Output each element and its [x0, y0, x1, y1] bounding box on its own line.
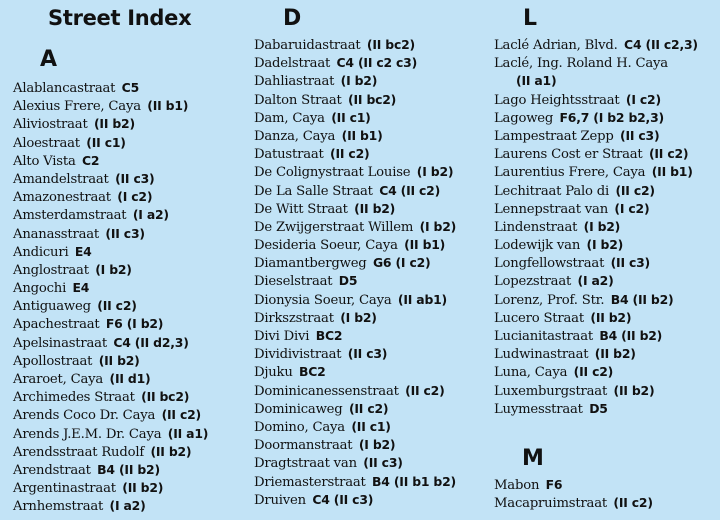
grid-reference: (I b2): [358, 437, 396, 453]
street-name: De Witt Straat: [254, 201, 348, 217]
street-entry: [254, 491, 456, 509]
street-name: Antiguaweg: [13, 299, 91, 315]
grid-reference: (I b2): [419, 218, 457, 234]
grid-reference: (II c2): [97, 298, 137, 314]
grid-reference: (II b2): [354, 200, 396, 216]
grid-reference: (II c2): [573, 364, 614, 380]
street-name: Druiven: [254, 492, 306, 508]
grid-reference: C4 (II c2 c3): [336, 55, 418, 71]
grid-reference: C4 (II c2,3): [624, 37, 698, 52]
street-name: Lodewijk van: [494, 238, 581, 254]
street-entry: [13, 279, 208, 297]
street-entry: [13, 370, 208, 388]
street-entry: [13, 479, 208, 497]
street-name: Dahliastraat: [254, 74, 335, 90]
street-entry: [254, 327, 456, 345]
street-name: Divi Divi: [254, 329, 310, 344]
grid-reference: (II c3): [620, 127, 660, 143]
street-entry: [494, 382, 698, 400]
street-name: Apelsinastraat: [13, 335, 107, 351]
street-entry: [13, 497, 208, 515]
grid-reference: (II c1): [351, 418, 391, 434]
grid-reference: (II a1): [516, 73, 557, 89]
street-entry: [494, 291, 698, 309]
grid-reference: (I a2): [132, 207, 169, 223]
grid-reference: (II c2): [615, 182, 655, 198]
street-name: Luxemburgstraat: [494, 383, 608, 399]
street-name: Dirkszstraat: [254, 310, 334, 326]
street-entry: [254, 363, 456, 381]
street-name: Dionysia Soeur, Caya: [254, 292, 392, 308]
street-name: Amsterdamstraat: [13, 208, 127, 224]
street-entry: [494, 72, 698, 90]
street-entry: [254, 454, 456, 472]
grid-reference: (I b2): [583, 218, 621, 234]
street-entry: [254, 236, 456, 254]
street-entry: [13, 315, 208, 333]
street-name: Lindenstraat: [494, 219, 578, 235]
street-entry: [254, 36, 456, 54]
street-name: Lagoweg: [494, 110, 554, 126]
street-entry: [254, 345, 456, 363]
street-entry: [254, 309, 456, 327]
street-name: Dieselstraat: [254, 274, 333, 290]
street-name: Arends Coco Dr. Caya: [13, 408, 156, 424]
street-name: Arends J.E.M. Dr. Caya: [13, 426, 162, 442]
street-name: Lopezstraat: [494, 274, 572, 290]
street-name: Dalton Straat: [254, 92, 342, 108]
street-name: De Colignystraat Louise: [254, 165, 411, 181]
grid-reference: (II c2): [348, 400, 389, 416]
street-entry: [494, 327, 698, 345]
street-entry: [13, 443, 208, 461]
street-name: Doormanstraat: [254, 438, 353, 454]
street-name: Laurens Cost er Straat: [494, 147, 643, 163]
street-name: Apollostraat: [13, 353, 93, 369]
grid-reference: (I a2): [109, 498, 146, 514]
street-list-a: [13, 79, 208, 516]
grid-reference: (II b1): [341, 127, 383, 143]
street-name: Desideria Soeur, Caya: [254, 238, 398, 254]
street-name: Amazonestraat: [13, 190, 111, 206]
grid-reference: (II bc2): [366, 37, 415, 52]
street-entry: [494, 163, 698, 181]
grid-reference: (II c2): [161, 407, 201, 423]
street-name: Araroet, Caya: [13, 372, 104, 387]
street-name: Datustraat: [254, 147, 324, 163]
grid-reference: D5: [338, 273, 358, 289]
street-name: Lago Heightsstraat: [494, 92, 620, 108]
grid-reference: C4 (II d2,3): [113, 334, 189, 350]
section-letter-m: M: [522, 446, 544, 471]
grid-reference: (II b1): [404, 237, 446, 253]
grid-reference: E4: [72, 280, 90, 296]
grid-reference: (II c3): [363, 455, 403, 471]
grid-reference: (II b2): [594, 346, 636, 362]
street-entry: [13, 225, 208, 243]
grid-reference: (II c2): [613, 495, 653, 511]
grid-reference: C5: [121, 80, 139, 95]
street-entry: [254, 54, 456, 72]
street-name: Lechitraat Palo di: [494, 183, 610, 199]
grid-reference: (II b2): [122, 480, 164, 496]
street-entry: [13, 297, 208, 315]
street-name: Dadelstraat: [254, 56, 331, 72]
grid-reference: (II c1): [86, 134, 126, 150]
grid-reference: (II b2): [98, 352, 140, 368]
street-entry: [494, 91, 698, 109]
grid-reference: B4 (II b1 b2): [372, 473, 456, 489]
street-entry: [13, 243, 208, 261]
grid-reference: (I c2): [117, 189, 153, 205]
street-entry: [494, 363, 698, 381]
street-entry: [13, 134, 208, 152]
street-name: Alablancastraat: [13, 81, 116, 96]
grid-reference: (II b2): [93, 116, 135, 132]
grid-reference: (II b2): [150, 443, 192, 459]
grid-reference: (I c2): [614, 200, 650, 216]
street-name: Longfellowstraat: [494, 256, 605, 272]
street-name: Luymesstraat: [494, 401, 583, 417]
street-name: Angochi: [13, 281, 67, 297]
street-entry: [494, 109, 698, 127]
street-name: Anglostraat: [13, 262, 89, 278]
section-letter-a: A: [40, 47, 58, 72]
street-name: Aloestraat: [13, 135, 80, 151]
grid-reference: F6: [545, 477, 563, 492]
grid-reference: G6 (I c2): [372, 255, 431, 271]
street-entry: [494, 54, 698, 72]
section-letter-l: L: [523, 6, 538, 31]
street-entry: [13, 115, 208, 133]
grid-reference: (II b1): [651, 164, 693, 180]
street-entry: [13, 334, 208, 352]
street-entry: [494, 272, 698, 290]
grid-reference: C2: [82, 152, 100, 168]
street-entry: [254, 436, 456, 454]
street-entry: [494, 127, 698, 145]
street-entry: [13, 388, 208, 406]
street-entry: [254, 200, 456, 218]
grid-reference: B4 (II b2): [610, 291, 674, 307]
grid-reference: (II c2): [405, 382, 445, 398]
street-entry: [494, 494, 653, 512]
street-name: Ludwinastraat: [494, 347, 589, 363]
grid-reference: (II c3): [105, 225, 145, 241]
street-name: Dominicaweg: [254, 401, 343, 417]
street-entry: [254, 291, 456, 309]
grid-reference: (II b2): [590, 309, 632, 325]
street-entry: [13, 97, 208, 115]
grid-reference: (II c3): [610, 255, 651, 271]
grid-reference: B4 (II b2): [599, 328, 663, 343]
street-entry: [254, 218, 456, 236]
street-name: Archimedes Straat: [13, 390, 135, 406]
street-name: Aliviostraat: [13, 117, 88, 133]
grid-reference: F6,7 (I b2 b2,3): [559, 109, 664, 125]
street-entry: [13, 261, 208, 279]
street-name: Dragtstraat van: [254, 456, 357, 472]
street-entry: [254, 127, 456, 145]
grid-reference: (I c2): [625, 91, 661, 107]
street-name: Amandelstraat: [13, 171, 109, 187]
street-name: Mabon: [494, 478, 540, 493]
street-entry: [13, 170, 208, 188]
street-name: Driemasterstraat: [254, 474, 366, 490]
street-entry: [254, 91, 456, 109]
grid-reference: E4: [74, 243, 92, 259]
street-name: Luna, Caya: [494, 365, 568, 381]
street-name: Alto Vista: [13, 153, 76, 169]
grid-reference: (II c3): [115, 170, 155, 186]
street-entry: [494, 345, 698, 363]
grid-reference: (II bc2): [348, 91, 397, 107]
street-name: Alexius Frere, Caya: [13, 99, 141, 115]
street-entry: [13, 461, 208, 479]
street-entry: [254, 473, 456, 491]
street-entry: [494, 254, 698, 272]
grid-reference: BC2: [315, 328, 343, 343]
street-name: Arendsstraat Rudolf: [13, 444, 145, 460]
street-name: Djuku: [254, 365, 293, 381]
grid-reference: (II c2): [330, 146, 370, 162]
street-name: Lucianitastraat: [494, 329, 593, 344]
street-entry: [494, 182, 698, 200]
grid-reference: D5: [589, 400, 608, 416]
section-letter-d: D: [283, 6, 302, 31]
street-entry: [254, 400, 456, 418]
street-name: Domino, Caya: [254, 419, 345, 435]
grid-reference: (I b2): [416, 164, 454, 180]
grid-reference: C4 (II c2): [379, 182, 441, 198]
page-title: Street Index: [48, 6, 192, 30]
grid-reference: (II c3): [347, 346, 388, 362]
street-name: Laclé, Ing. Roland H. Caya: [494, 56, 668, 72]
street-entry: [13, 188, 208, 206]
street-entry: [254, 72, 456, 90]
street-name: Dominicanessenstraat: [254, 383, 399, 399]
street-name: De Zwijgerstraat Willem: [254, 219, 414, 235]
street-entry: [494, 309, 698, 327]
street-entry: [13, 152, 208, 170]
grid-reference: (II b1): [147, 98, 189, 114]
street-entry: [494, 400, 698, 418]
street-name: De La Salle Straat: [254, 183, 373, 199]
street-entry: [13, 352, 208, 370]
grid-reference: (II a1): [167, 425, 209, 441]
grid-reference: (I b2): [586, 237, 624, 253]
grid-reference: (I b2): [340, 73, 378, 89]
street-entry: [494, 236, 698, 254]
street-name: Apachestraat: [13, 317, 100, 333]
grid-reference: (II c2): [648, 146, 689, 162]
street-name: Laclé Adrian, Blvd.: [494, 38, 618, 53]
street-entry: [254, 254, 456, 272]
street-list-m: [494, 476, 653, 512]
street-name: Diamantbergweg: [254, 256, 367, 272]
street-name: Laurentius Frere, Caya: [494, 165, 646, 181]
street-name: Ananasstraat: [13, 226, 99, 242]
street-entry: [13, 425, 208, 443]
street-entry: [254, 163, 456, 181]
street-entry: [254, 382, 456, 400]
street-entry: [494, 145, 698, 163]
street-entry: [254, 109, 456, 127]
street-list-l: [494, 36, 698, 418]
street-entry: [494, 36, 698, 54]
street-name: Macapruimstraat: [494, 496, 607, 512]
street-list-d: [254, 36, 456, 509]
grid-reference: C4 (II c3): [312, 491, 374, 507]
street-name: Lucero Straat: [494, 310, 584, 326]
street-entry: [13, 79, 208, 97]
grid-reference: BC2: [299, 364, 326, 380]
grid-reference: (II c1): [331, 109, 371, 125]
grid-reference: F6 (I b2): [105, 316, 164, 332]
grid-reference: (I b2): [95, 261, 132, 277]
street-name: Andicuri: [13, 244, 69, 260]
street-name: Arnhemstraat: [13, 499, 104, 515]
street-name: Lorenz, Prof. Str.: [494, 292, 605, 308]
street-name: Argentinastraat: [13, 481, 116, 497]
street-name: Dam, Caya: [254, 110, 325, 126]
grid-reference: B4 (II b2): [97, 461, 160, 477]
street-name: Dabaruidastraat: [254, 38, 361, 53]
street-name: Lampestraat Zepp: [494, 128, 614, 144]
grid-reference: (II b2): [613, 382, 655, 398]
grid-reference: (II bc2): [141, 389, 190, 405]
street-name: Lennepstraat van: [494, 201, 608, 217]
street-entry: [254, 272, 456, 290]
street-name: Danza, Caya: [254, 128, 336, 144]
grid-reference: (I b2): [340, 309, 377, 325]
street-entry: [494, 200, 698, 218]
street-entry: [254, 182, 456, 200]
street-name: Arendstraat: [13, 462, 91, 478]
street-entry: [254, 418, 456, 436]
street-entry: [13, 406, 208, 424]
street-entry: [494, 218, 698, 236]
grid-reference: (II ab1): [397, 291, 448, 307]
street-entry: [13, 206, 208, 224]
street-entry: [494, 476, 653, 494]
street-entry: [254, 145, 456, 163]
street-name: Dividivistraat: [254, 347, 342, 363]
grid-reference: (I a2): [577, 273, 614, 289]
grid-reference: (II d1): [109, 371, 151, 386]
